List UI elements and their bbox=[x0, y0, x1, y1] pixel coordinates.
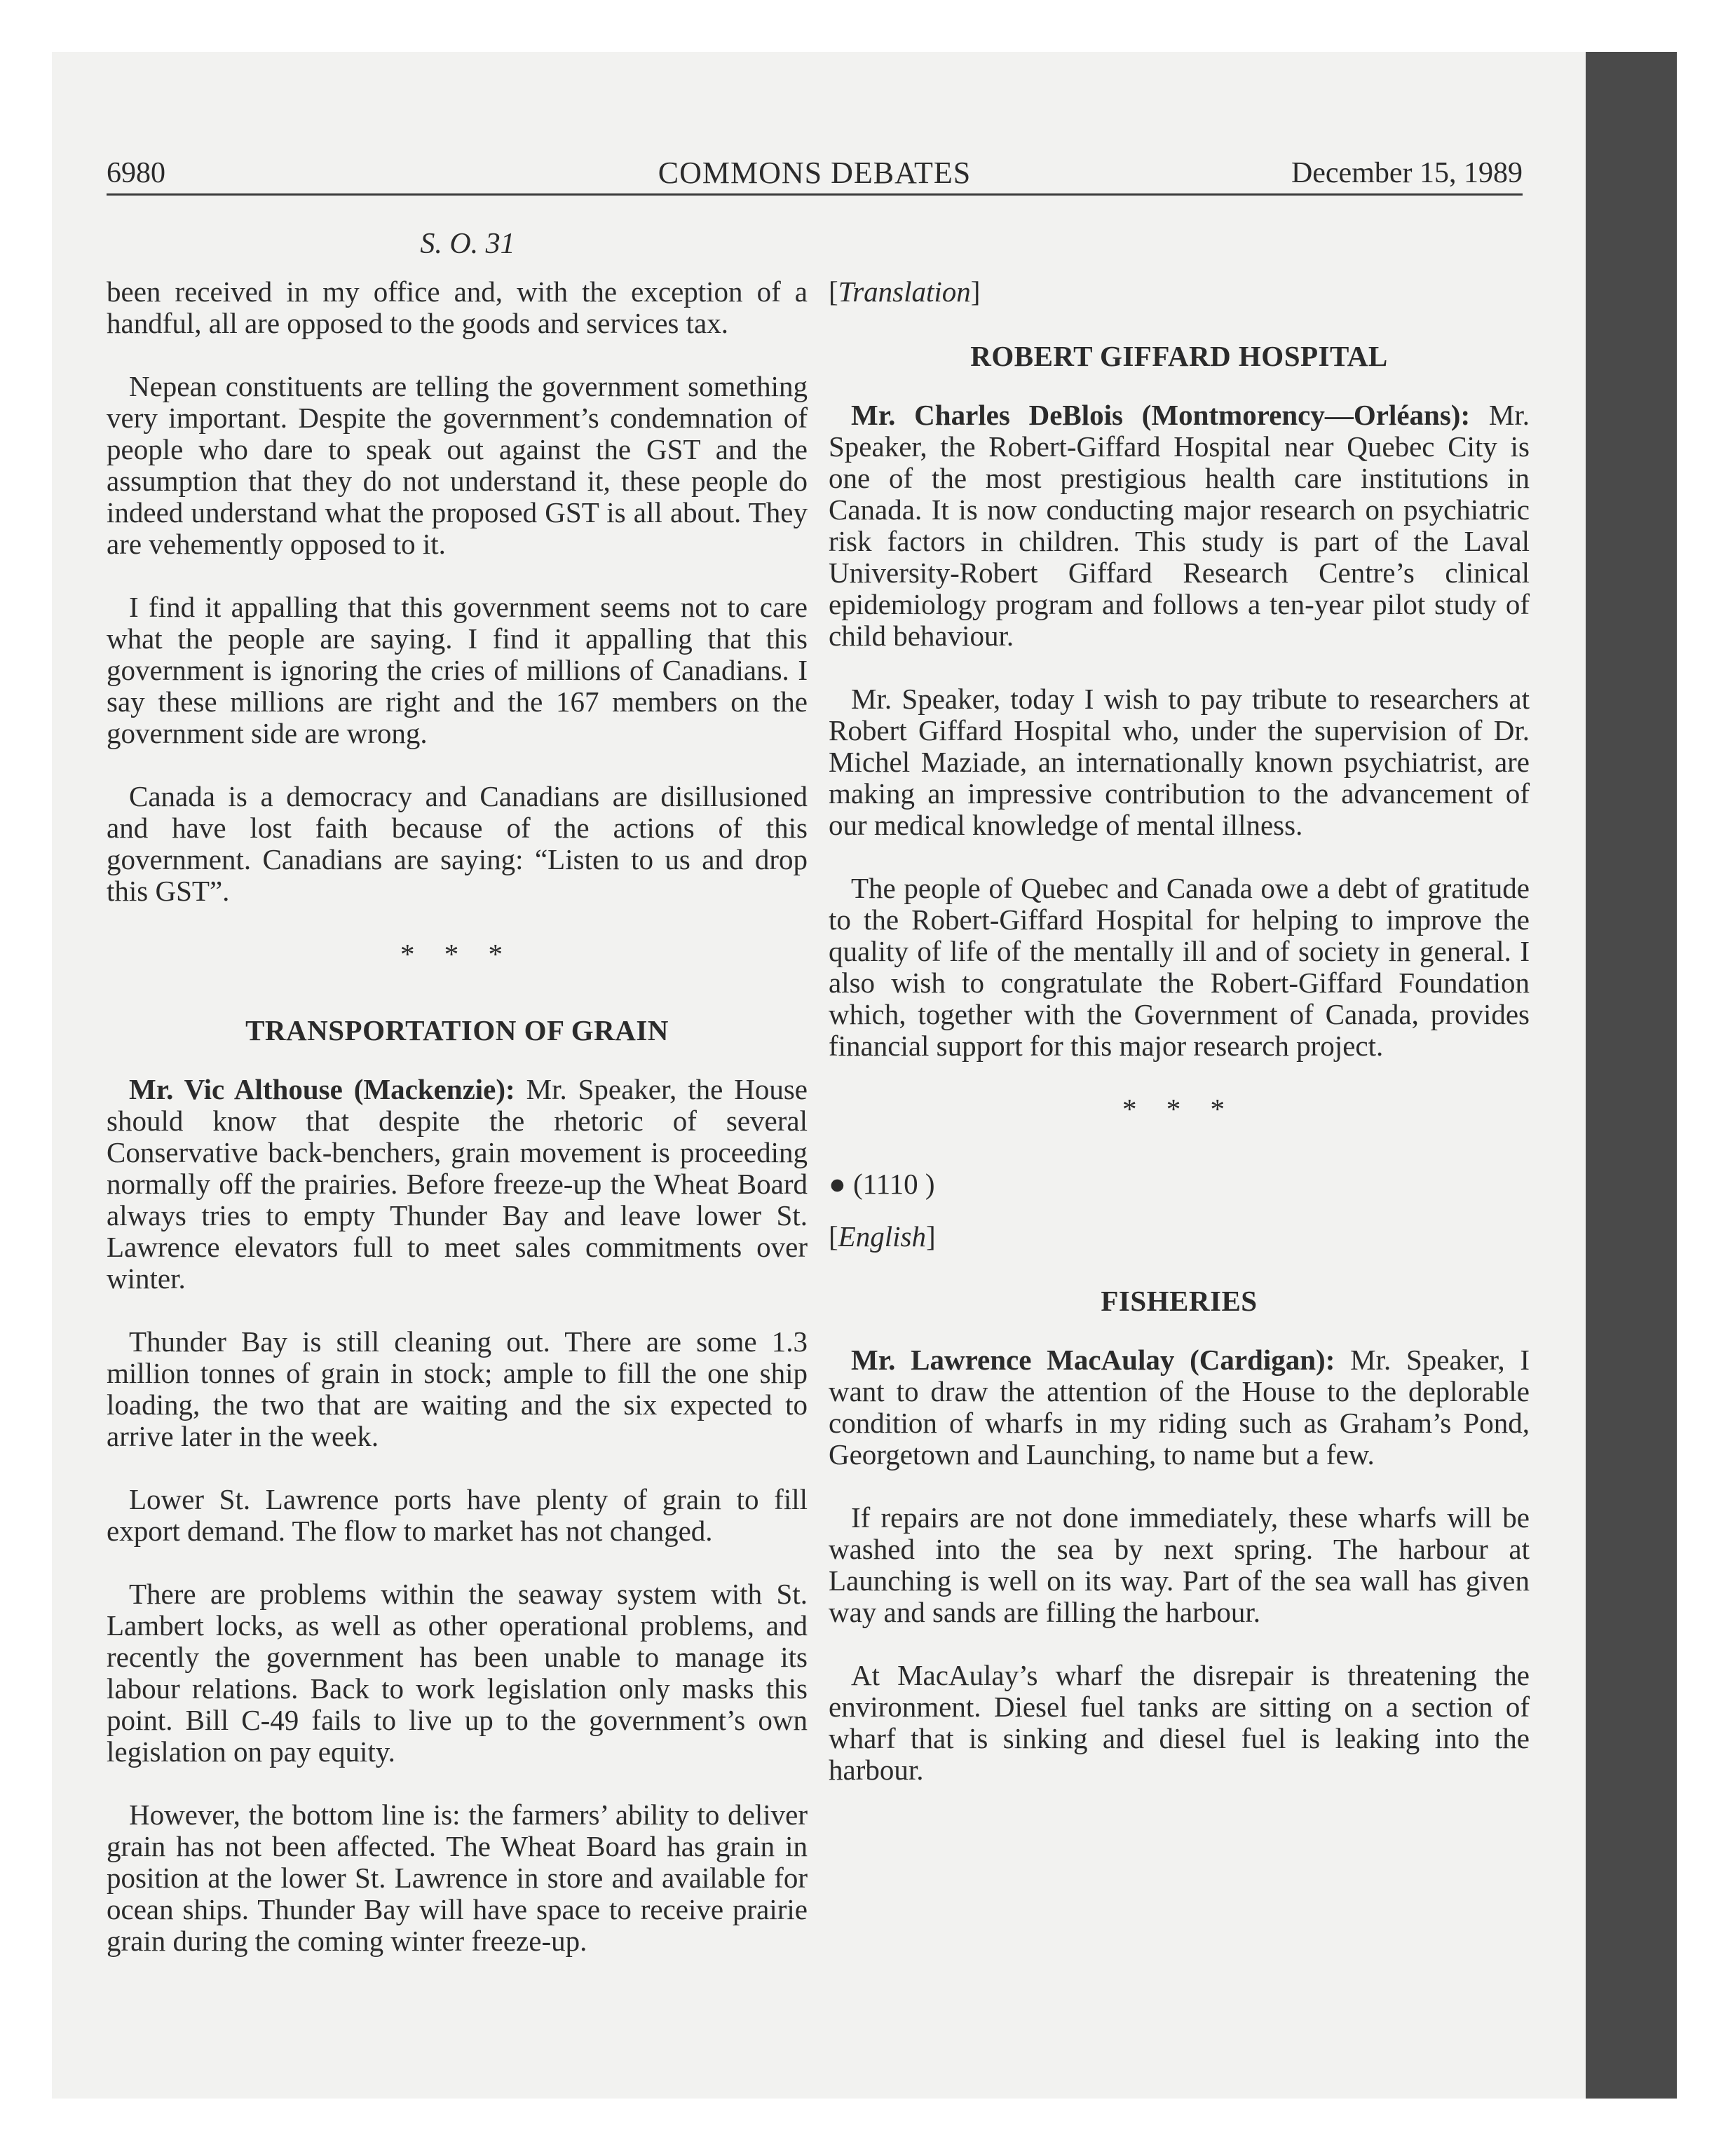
paragraph: However, the bottom line is: the farmers’ ability to deliver grain has not been affected. The Wheat Board has grain in position at the lower St. Lawrence in store and available for ocean ships. Thunder Bay will have space to receive prairie grain during the coming winter freeze-up. bbox=[107, 1799, 808, 1957]
paragraph: Lower St. Lawrence ports have plenty of grain to fill export demand. The flow to market has not changed. bbox=[107, 1483, 808, 1547]
language-label: English bbox=[838, 1220, 926, 1253]
time-stamp: ● (1110 ) bbox=[829, 1168, 935, 1200]
paragraph: Thunder Bay is still cleaning out. There are some 1.3 million tonnes of grain in stock; ample to fill the one ship loading, the two that are waiting and the six expected to arrive later in the week. bbox=[107, 1325, 808, 1452]
publication-title: COMMONS DEBATES bbox=[658, 156, 972, 190]
speaker-name: Mr. Charles DeBlois (Montmorency—Orléans): bbox=[851, 399, 1471, 431]
translation-label: Translation bbox=[838, 275, 971, 308]
left-column bbox=[107, 276, 808, 1988]
paragraph: There are problems within the seaway system with St. Lambert locks, as well as other operational problems, and recently the government has been unable to manage its labour relations. Back to work legislation only masks this point. Bill C-49 fails to live up to the government’s own legislation on pay equity. bbox=[107, 1578, 808, 1768]
section-marker: S. O. 31 bbox=[420, 228, 515, 260]
speaker-name: Mr. Vic Althouse (Mackenzie): bbox=[129, 1073, 515, 1105]
paragraph: been received in my office and, with the exception of a handful, all are opposed to the goods and services tax. bbox=[107, 275, 808, 339]
section-heading: TRANSPORTATION OF GRAIN bbox=[245, 1014, 669, 1046]
section-separator: * * * bbox=[400, 938, 514, 970]
page-date: December 15, 1989 bbox=[1291, 157, 1523, 189]
speech-text: Mr. Speaker, the House should know that despite the rhetoric of several Conservative back-benchers, grain movement is proceeding normally off the prairies. Before freeze-up the Wheat Board always tries to empty Thunder Bay and leave lower St. Lawrence elevators full to meet sales commitments over winter. bbox=[107, 1073, 808, 1295]
paragraph: I find it appalling that this government seems not to care what the people are saying. I find it appalling that this government is ignoring the cries of millions of Canadians. I say these millions are right and the 167 members on the government side are wrong. bbox=[107, 591, 808, 749]
paragraph: Mr. Speaker, today I wish to pay tribute to researchers at Robert Giffard Hospital who, under the supervision of Dr. Michel Maziade, an internationally known psychiatrist, are making an impressive contribution to the advancement of our medical knowledge of mental illness. bbox=[829, 683, 1530, 841]
speech-paragraph bbox=[107, 1074, 808, 1295]
right-column bbox=[829, 276, 1530, 1817]
speech-paragraph bbox=[829, 1344, 1530, 1471]
translation-tag: [Translation] bbox=[829, 275, 981, 308]
section-heading: ROBERT GIFFARD HOSPITAL bbox=[970, 340, 1388, 372]
section-separator: * * * bbox=[1122, 1093, 1236, 1125]
paragraph: Canada is a democracy and Canadians are disillusioned and have lost faith because of the actions of this government. Canadians are saying: “Listen to us and drop this GST”. bbox=[107, 780, 808, 907]
page-number: 6980 bbox=[107, 157, 165, 189]
page-header bbox=[107, 156, 1523, 196]
section-heading: FISHERIES bbox=[1101, 1285, 1258, 1317]
paragraph: Nepean constituents are telling the government something very important. Despite the government’s condemnation of people who dare to speak out against the GST and the assumption that they do not understand it, these people do indeed understand what the proposed GST is all about. They are vehemently opposed to it. bbox=[107, 370, 808, 560]
paragraph: If repairs are not done immediately, these wharfs will be washed into the sea by next spring. The harbour at Launching is well on its way. Part of the sea wall has given way and sands are filling the harbour. bbox=[829, 1501, 1530, 1628]
speech-text: Mr. Speaker, the Robert-Giffard Hospital near Quebec City is one of the most prestigious health care institutions in Canada. It is now conducting major research on psychiatric risk factors in children. This study is part of the Laval University-Robert Giffard Research Centre’s clinical epidemiology program and follows a ten-year pilot study of child behaviour. bbox=[829, 399, 1530, 652]
speaker-name: Mr. Lawrence MacAulay (Cardigan): bbox=[851, 1344, 1335, 1376]
paragraph: The people of Quebec and Canada owe a debt of gratitude to the Robert-Giffard Hospital for helping to improve the quality of life of the mentally ill and of society in general. I also wish to congratulate the Robert-Giffard Foundation which, together with the Government of Canada, provides financial support for this major research project. bbox=[829, 872, 1530, 1062]
scan-edge-bar bbox=[1586, 52, 1677, 2099]
speech-paragraph bbox=[829, 400, 1530, 652]
language-tag: [English] bbox=[829, 1220, 936, 1253]
paragraph: At MacAulay’s wharf the disrepair is threatening the environment. Diesel fuel tanks are sitting on a section of wharf that is sinking and diesel fuel is leaking into the harbour. bbox=[829, 1659, 1530, 1786]
speech-text: Mr. Speaker, I want to draw the attention of the House to the deplorable condition of wharfs in my riding such as Graham’s Pond, Georgetown and Launching, to name but a few. bbox=[829, 1344, 1530, 1471]
